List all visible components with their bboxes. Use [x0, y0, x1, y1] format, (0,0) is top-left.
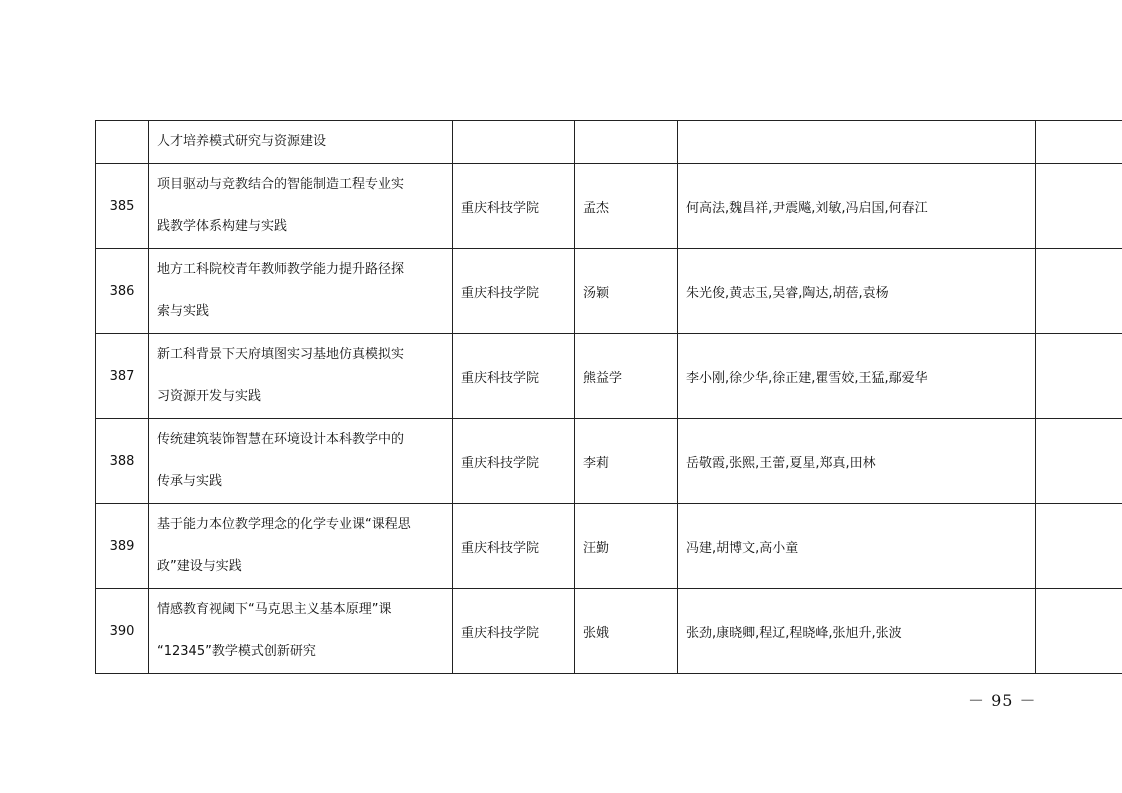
cell-remark	[1036, 589, 1122, 674]
page-number: － 95 －	[968, 691, 1037, 710]
project-title-line: 地方工科院校青年教师教学能力提升路径探	[157, 262, 405, 277]
cell-number: 389	[96, 504, 149, 589]
project-title-line: 基于能力本位教学理念的化学专业课“课程思	[157, 517, 411, 532]
table-row	[96, 504, 1122, 589]
cell-members: 张劲,康晓卿,程辽,程晓峰,张旭升,张波	[678, 589, 1036, 674]
project-title-line: 项目驱动与竞教结合的智能制造工程专业实	[157, 177, 405, 192]
cell-school: 重庆科技学院	[453, 419, 575, 504]
project-title-line: 传统建筑装饰智慧在环境设计本科教学中的	[157, 432, 405, 447]
cell-members: 朱光俊,黄志玉,吴睿,陶达,胡蓓,袁杨	[678, 249, 1036, 334]
cell-school: 重庆科技学院	[453, 589, 575, 674]
project-title-line: 新工科背景下天府填图实习基地仿真模拟实	[157, 347, 405, 362]
table-row	[96, 419, 1122, 504]
cell-project-title	[149, 589, 453, 674]
project-title-line: 情感教育视阈下“马克思主义基本原理”课	[157, 602, 392, 617]
project-title-line: 索与实践	[157, 304, 210, 319]
cell-members: 何高法,魏昌祥,尹震飚,刘敏,冯启国,何春江	[678, 164, 1036, 249]
cell-members: 李小刚,徐少华,徐正建,瞿雪姣,王猛,鄢爱华	[678, 334, 1036, 419]
cell-remark	[1036, 164, 1122, 249]
project-list-table	[95, 120, 1122, 674]
cell-number: 390	[96, 589, 149, 674]
cell-project-title	[149, 334, 453, 419]
cell-number: 385	[96, 164, 149, 249]
cell-remark	[1036, 249, 1122, 334]
table-row	[96, 249, 1122, 334]
cell-remark	[1036, 121, 1122, 164]
cell-school: 重庆科技学院	[453, 164, 575, 249]
cell-leader: 李莉	[575, 419, 678, 504]
project-title-line: 人才培养模式研究与资源建设	[157, 134, 327, 149]
cell-members: 岳敬霞,张熙,王蕾,夏星,郑真,田林	[678, 419, 1036, 504]
table-row	[96, 589, 1122, 674]
table-row	[96, 334, 1122, 419]
cell-project-title	[149, 121, 453, 164]
cell-number: 386	[96, 249, 149, 334]
cell-number: 388	[96, 419, 149, 504]
project-title-line: 践教学体系构建与实践	[157, 219, 288, 234]
table-row-continued	[96, 121, 1122, 164]
cell-leader: 汤颖	[575, 249, 678, 334]
cell-members	[678, 121, 1036, 164]
cell-project-title	[149, 164, 453, 249]
cell-leader: 熊益学	[575, 334, 678, 419]
cell-leader: 孟杰	[575, 164, 678, 249]
cell-number: 387	[96, 334, 149, 419]
cell-remark	[1036, 504, 1122, 589]
cell-number	[96, 121, 149, 164]
cell-members: 冯建,胡博文,高小童	[678, 504, 1036, 589]
project-title-line: 传承与实践	[157, 474, 223, 489]
project-title-line: “12345”教学模式创新研究	[157, 644, 316, 659]
cell-school: 重庆科技学院	[453, 504, 575, 589]
cell-leader: 汪勤	[575, 504, 678, 589]
project-title-line: 政”建设与实践	[157, 559, 242, 574]
cell-school: 重庆科技学院	[453, 249, 575, 334]
project-title-line: 习资源开发与实践	[157, 389, 262, 404]
cell-leader: 张娥	[575, 589, 678, 674]
cell-project-title	[149, 419, 453, 504]
cell-leader	[575, 121, 678, 164]
cell-school: 重庆科技学院	[453, 334, 575, 419]
cell-project-title	[149, 504, 453, 589]
cell-remark	[1036, 334, 1122, 419]
cell-school	[453, 121, 575, 164]
cell-project-title	[149, 249, 453, 334]
cell-remark	[1036, 419, 1122, 504]
table-row	[96, 164, 1122, 249]
